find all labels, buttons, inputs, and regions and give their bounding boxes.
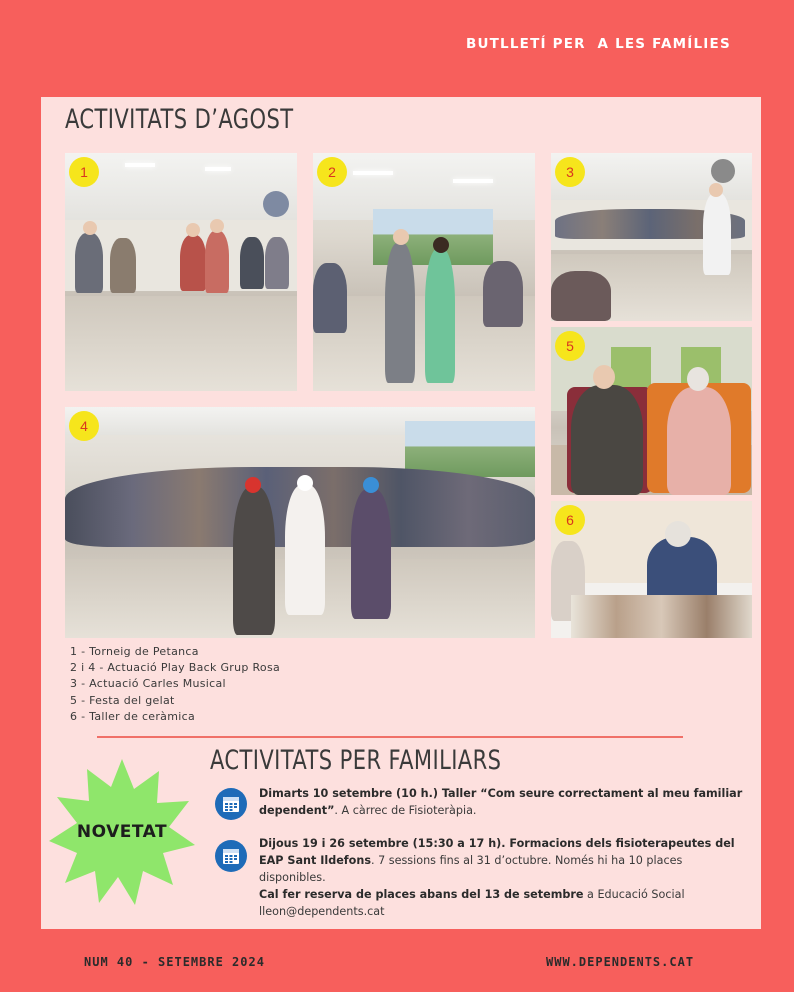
photo-number-badge: 6 bbox=[555, 505, 585, 535]
photo-number-badge: 3 bbox=[555, 157, 585, 187]
event-detail: . A càrrec de Fisioteràpia. bbox=[334, 804, 477, 817]
event-item bbox=[259, 785, 749, 819]
caption-line: 2 i 4 - Actuació Play Back Grup Rosa bbox=[70, 661, 281, 675]
event-detail: . 7 sessions fins al 31 d’octubre. Només hi ha 10 places disponibles. bbox=[259, 854, 683, 884]
photo-carles-musical bbox=[551, 153, 752, 321]
photo-taller-ceramica bbox=[551, 501, 752, 638]
photo-number-badge: 5 bbox=[555, 331, 585, 361]
calendar-icon bbox=[215, 788, 247, 820]
caption-line: 3 - Actuació Carles Musical bbox=[70, 677, 226, 691]
photo-number-badge: 1 bbox=[69, 157, 99, 187]
caption-line: 6 - Taller de ceràmica bbox=[70, 709, 195, 723]
event-title: Dijous 19 i 26 setembre (15:30 a 17 h). Formacions dels fisioterapeutes del EAP Sant Ildefons bbox=[259, 837, 735, 867]
event-reservation: Cal fer reserva de places abans del 13 de setembre bbox=[259, 888, 584, 901]
photo-festa-gelat bbox=[551, 327, 752, 495]
photo-play-back-group bbox=[65, 407, 535, 638]
event-item bbox=[259, 835, 749, 920]
section-divider bbox=[97, 736, 683, 738]
photo-petanca bbox=[65, 153, 297, 391]
calendar-icon bbox=[215, 840, 247, 872]
website-link[interactable]: WWW.DEPENDENTS.CAT bbox=[546, 955, 695, 969]
event-title: Dimarts 10 setembre (10 h.) Taller “Com seure correctament al meu familiar dependent” bbox=[259, 787, 743, 817]
caption-line: 5 - Festa del gelat bbox=[70, 693, 175, 707]
caption-line: 1 - Torneig de Petanca bbox=[70, 645, 199, 658]
photo-number-badge: 4 bbox=[69, 411, 99, 441]
issue-number: NUM 40 - SETEMBRE 2024 bbox=[84, 955, 265, 969]
activities-title: ACTIVITATS D’AGOST bbox=[65, 104, 294, 135]
contact-email-link[interactable]: lleon@dependents.cat bbox=[259, 905, 385, 918]
photo-number-badge: 2 bbox=[317, 157, 347, 187]
photo-captions bbox=[70, 645, 280, 726]
newsletter-title: BUTLLETÍ PER A LES FAMÍLIES bbox=[466, 36, 731, 52]
photo-play-back-dance bbox=[313, 153, 535, 391]
novetat-label: NOVETAT bbox=[76, 822, 168, 842]
event-contact-label: a Educació Social bbox=[583, 888, 685, 901]
family-activities-title: ACTIVITATS PER FAMILIARS bbox=[210, 745, 502, 776]
